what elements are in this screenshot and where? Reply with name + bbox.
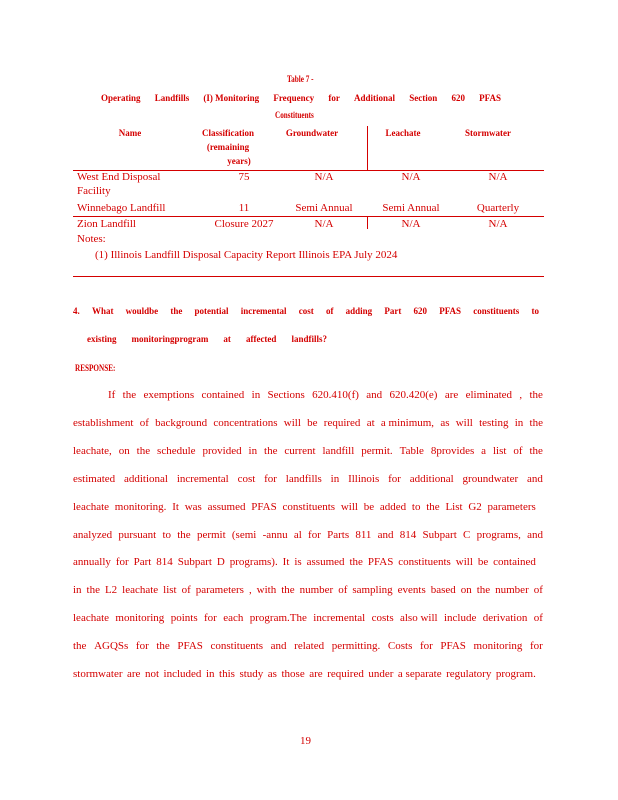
question-word: constituents [473,306,520,316]
paragraph-word: of [533,584,543,597]
paragraph-word: be [363,500,375,513]
paragraph-word: are [444,389,459,401]
table-title-line-2 [101,93,501,103]
paragraph-word: and [270,640,287,653]
paragraph-word: additional [409,472,454,485]
paragraph-word: constituents [210,640,264,653]
paragraph-word: required [323,416,361,429]
paragraph-word: It [282,556,290,569]
paragraph-word: AGQSs [94,640,129,653]
paragraph-word: based [430,584,456,597]
paragraph-word: permitting. [331,640,381,653]
paragraph-word: the [281,584,295,597]
row-groundwater: Semi Annual [295,202,353,214]
paragraph-word: Subpart [422,528,457,541]
paragraph-word: the [349,556,363,569]
paragraph-word: analyzed [73,528,113,541]
question-word: 4. [73,306,80,316]
paragraph-word: of [181,584,191,597]
paragraph-word: L2 [104,584,118,597]
header-name: Name [118,128,142,138]
paragraph-word: landfills [285,472,322,485]
paragraph-word: Table [399,444,424,457]
question-line-2 [87,334,327,344]
paragraph-word: points [170,612,198,625]
paragraph-word: in [514,416,524,429]
paragraph-word: not [144,668,160,680]
paragraph-word: as [267,668,277,680]
paragraph-word: additional [123,472,168,485]
paragraph-word: monitoring [115,612,165,625]
paragraph-word: the [136,444,151,457]
header-leachate: Leachate [385,128,421,138]
header-divider [367,126,368,170]
paragraph-word: G2 [468,500,482,513]
paragraph-word: be [477,556,489,569]
paragraph-word: related [294,640,325,653]
paragraph-word: a [481,444,487,457]
paragraph-word: and [377,528,394,541]
paragraph-word: 620.420(e) [389,389,438,401]
paragraph-word: under [368,668,394,680]
question-word: wouldbe [125,306,159,316]
paragraph-word: assumed [306,556,345,569]
paragraph-word: monitoring. [114,500,167,513]
question-word: potential [194,306,229,316]
paragraph-word: be [307,416,318,429]
paragraph-word: testing [479,416,509,429]
row-stormwater: N/A [488,218,508,230]
question-word: 620 [413,306,428,316]
paragraph-word: included [163,668,202,680]
header-groundwater: Groundwater [285,128,339,138]
paragraph-word: a separate [397,668,442,680]
title-word: PFAS [479,93,501,103]
paragraph-word: for [308,528,321,541]
paragraph-word: , [248,584,252,597]
row-name: West End Disposal [77,171,161,183]
paragraph-word: parameters [487,500,536,513]
paragraph-word: cost [237,472,256,485]
paragraph-word: current [284,444,316,457]
paragraph-word: al [293,528,302,541]
title-word: for [328,93,340,103]
row-stormwater: N/A [488,171,508,183]
paragraph-word: the [529,444,543,457]
paragraph-word: for [388,472,401,485]
paragraph-word: permit [196,528,226,541]
paragraph-word: constituents [398,556,451,569]
paragraph-line [108,389,543,401]
row-classification: 11 [238,202,250,214]
paragraph-word: Sections [267,389,305,401]
paragraph-word: in [251,389,261,401]
paragraph-word: stormwater [73,668,123,680]
paragraph-line [73,445,543,457]
paragraph-word: added [379,500,407,513]
question-word: PFAS [439,306,462,316]
paragraph-word: PFAS [251,500,277,513]
paragraph-word: to [162,528,172,541]
paragraph-word: landfill [322,444,355,457]
paragraph-word: for [115,556,129,569]
paragraph-word: programs, [476,528,521,541]
paragraph-word: background [155,416,208,429]
question-word: of [325,306,334,316]
paragraph-word: as [440,416,450,429]
paragraph-word: for [135,640,149,653]
paragraph-line [73,417,543,429]
paragraph-word: constituents [282,500,336,513]
paragraph-word: also will [399,612,438,625]
paragraph-word: program.The [249,612,307,625]
paragraph-word: of [139,416,149,429]
question-word: at [223,334,231,344]
paragraph-word: of [338,584,348,597]
paragraph-line [73,584,543,596]
paragraph-word: If [108,389,116,401]
paragraph-word: this [219,668,235,680]
paragraph-word: number [495,584,529,597]
paragraph-word: to [411,500,421,513]
paragraph-word: contained [201,389,245,401]
row-leachate: N/A [401,171,421,183]
paragraph-word: leachate [73,612,110,625]
table-rule [73,216,544,217]
paragraph-word: Subpart [177,556,212,569]
paragraph-word: will [455,556,473,569]
row-divider [367,216,368,229]
paragraph-word: D [216,556,225,569]
paragraph-word: list [163,584,177,597]
paragraph-word: at [366,416,375,429]
paragraph-word: include [443,612,477,625]
question-line-1 [73,306,539,316]
paragraph-word: establishment [73,416,134,429]
paragraph-word: programs). [229,556,278,569]
paragraph-line [73,556,536,568]
row-classification: Closure 2027 [214,218,274,230]
paragraph-word: program. [495,668,536,680]
paragraph-word: a minimum, [380,416,435,429]
question-word: cost [298,306,314,316]
paragraph-word: permit. [361,444,393,457]
paragraph-word: and [526,472,543,485]
paragraph-word: contained [493,556,536,569]
paragraph-word: PFAS [440,640,466,653]
paragraph-word: provided [202,444,242,457]
paragraph-word: are [127,668,141,680]
paragraph-word: 811 [355,528,372,541]
question-word: to [531,306,539,316]
table-title: Table 7 - [287,74,314,84]
paragraph-word: derivation [482,612,528,625]
question-word: adding [345,306,373,316]
paragraph-word: C [463,528,471,541]
paragraph-word: for [419,640,433,653]
paragraph-word: in [248,444,258,457]
question-word: incremental [240,306,287,316]
paragraph-word: eliminated [465,389,513,401]
paragraph-word: incremental [176,472,229,485]
paragraph-word: list [493,444,507,457]
paragraph-line [73,668,536,680]
paragraph-word: will [455,416,473,429]
paragraph-word: incremental [313,612,366,625]
header-stormwater: Stormwater [465,128,511,138]
paragraph-word: 8provides [430,444,475,457]
paragraph-word: on [118,444,130,457]
paragraph-word: costs [371,612,394,625]
section-rule [73,276,544,277]
paragraph-word: will [283,416,301,429]
paragraph-word: Illinois [348,472,380,485]
title-word: Operating [101,93,141,103]
paragraph-word: PFAS [367,556,394,569]
question-word: Part [384,306,402,316]
question-word: landfills? [291,334,327,344]
question-word: What [91,306,114,316]
paragraph-word: estimated [73,472,116,485]
paragraph-word: groundwater [462,472,519,485]
paragraph-word: leachate [122,584,159,597]
paragraph-word: is [294,556,302,569]
paragraph-word: parameters [195,584,244,597]
row-classification: 75 [238,171,250,183]
paragraph-word: 620.410(f) [312,389,359,401]
row-name-cont: Facility [77,185,111,197]
question-word: monitoringprogram [131,334,209,344]
paragraph-word: the [529,389,543,401]
paragraph-word: leachate, [73,444,112,457]
paragraph-word: was [184,500,202,513]
paragraph-word: exemptions [143,389,195,401]
row-leachate: Semi Annual [382,202,440,214]
paragraph-word: -annu [262,528,288,541]
paragraph-word: those [281,668,305,680]
paragraph-word: on [460,584,472,597]
paragraph-word: and [527,528,543,541]
paragraph-word: will [340,500,358,513]
paragraph-line [73,640,543,652]
paragraph-word: with [256,584,277,597]
paragraph-word: the [264,444,278,457]
paragraph-word: the [426,500,440,513]
response-label: RESPONSE: [75,363,116,373]
paragraph-word: annually [73,556,111,569]
paragraph-word: the [122,389,137,401]
paragraph-word: sampling [352,584,393,597]
paragraph-word: Parts [327,528,350,541]
paragraph-word: pursuant [118,528,157,541]
paragraph-word: , [519,389,523,401]
paragraph-line [73,501,536,513]
paragraph-word: 814 [399,528,417,541]
paragraph-word: monitoring [473,640,523,653]
row-name: Zion Landfill [77,218,136,230]
paragraph-line [73,612,543,624]
paragraph-word: Costs [387,640,413,653]
paragraph-word: in [205,668,215,680]
paragraph-word: are [309,668,323,680]
question-word: existing [87,334,117,344]
row-groundwater: N/A [314,218,334,230]
header-classification: Classification (remaining years) [201,128,254,166]
paragraph-word: (semi [231,528,257,541]
title-word: Section [409,93,438,103]
question-word: the [170,306,183,316]
paragraph-word: of [513,444,523,457]
paragraph-word: each [223,612,244,625]
paragraph-word: the [73,640,87,653]
paragraph-word: for [264,472,277,485]
paragraph-word: It [172,500,179,513]
title-word: Frequency [273,93,315,103]
paragraph-word: PFAS [177,640,203,653]
paragraph-line [73,473,543,485]
title-word: Landfills [154,93,190,103]
paragraph-word: for [530,640,543,653]
paragraph-word: and [366,389,383,401]
paragraph-word: events [397,584,426,597]
paragraph-word: of [533,612,543,625]
paragraph-word: concentrations [213,416,278,429]
paragraph-word: the [156,640,170,653]
paragraph-word: the [476,584,491,597]
paragraph-word: 814 [156,556,173,569]
page-number: 19 [300,735,311,747]
paragraph-word: number [299,584,334,597]
row-stormwater: Quarterly [476,202,520,214]
paragraph-word: in [73,584,82,597]
paragraph-word: study [239,668,264,680]
question-word: affected [245,334,277,344]
paragraph-word: assumed [207,500,246,513]
paragraph-word: in [330,472,340,485]
paragraph-word: schedule [157,444,196,457]
note-1: (1) Illinois Landfill Disposal Capacity Report Illinois EPA July 2024 [95,249,398,261]
paragraph-word: the [529,416,543,429]
paragraph-word: leachate [73,500,110,513]
title-word: 620 [451,93,465,103]
title-word: Additional [354,93,396,103]
paragraph-line [73,529,543,541]
paragraph-word: for [204,612,217,625]
paragraph-word: the [177,528,191,541]
row-name: Winnebago Landfill [77,202,166,214]
row-leachate: N/A [401,218,421,230]
paragraph-word: the [86,584,100,597]
paragraph-word: List [445,500,463,513]
notes-label: Notes: [77,233,106,245]
paragraph-word: Part [133,556,152,569]
paragraph-word: regulatory [446,668,492,680]
title-word: (I) Monitoring [203,93,260,103]
table-title-line-3: Constituents [275,110,314,120]
paragraph-word: required [327,668,364,680]
row-groundwater: N/A [314,171,334,183]
